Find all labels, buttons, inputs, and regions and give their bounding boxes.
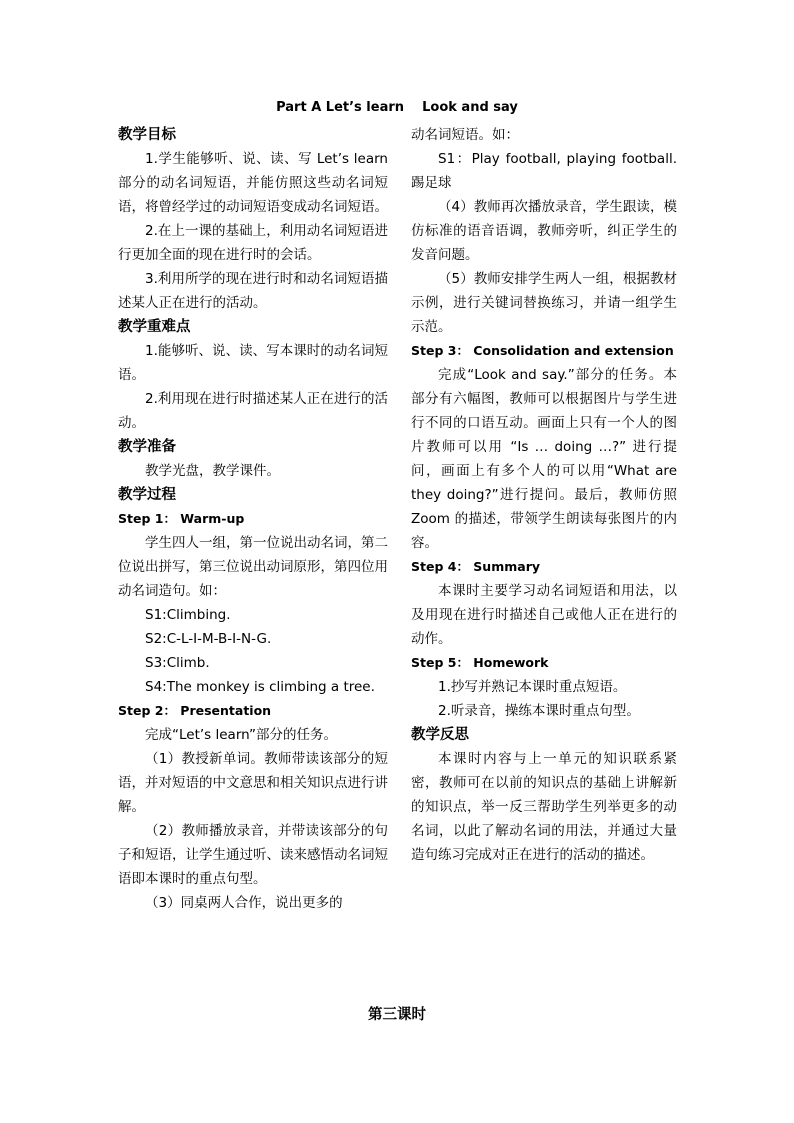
goal-2: 2.在上一课的基础上，利用动名词短语进行更加全面的现在进行时的会话。 bbox=[118, 223, 388, 263]
preparation-text: 教学光盘，教学课件。 bbox=[145, 463, 280, 479]
reflection-text: 本课时内容与上一单元的知识联系紧密，教师可在以前的知识点的基础上讲解新的知识点，举一反三帮助学生列举更多的动名词，以此了解动名词的用法，并通过大量造句练习完成对正在进行的活动的描述。 bbox=[411, 751, 677, 863]
step-4-text: 本课时主要学习动名词短语和用法，以及用现在进行时描述自己或他人正在进行的动作。 bbox=[411, 583, 677, 647]
goal-1: 1.学生能够听、说、读、写 Let’s learn 部分的动名词短语，并能仿照这些动名词短语，将曾经学过的动词短语变成动名词短语。 bbox=[118, 151, 388, 215]
presentation-item-2: （2）教师播放录音，并带读该部分的句子和短语，让学生通过听、读来感悟动名词短语即本课时的重点句型。 bbox=[118, 823, 388, 887]
step-1-heading: Step 1： Warm-up bbox=[118, 511, 245, 526]
step-5-heading: Step 5： Homework bbox=[411, 655, 549, 670]
dialogue-line-s2: S2:C-L-I-M-B-I-N-G. bbox=[145, 631, 272, 647]
dialogue-line-s3: S3:Climb. bbox=[145, 655, 210, 671]
goal-3: 3.利用所学的现在进行时和动名词短语描述某人正在进行的活动。 bbox=[118, 271, 388, 311]
presentation-item-5: （5）教师安排学生两人一组，根据教材示例，进行关键词替换练习，并请一组学生示范。 bbox=[411, 271, 677, 335]
presentation-item-3: （3）同桌两人合作，说出更多的 bbox=[145, 895, 343, 911]
presentation-item-3-continued: 动名词短语。如： bbox=[411, 127, 519, 143]
step-4-heading: Step 4： Summary bbox=[411, 559, 541, 574]
homework-1: 1.抄写并熟记本课时重点短语。 bbox=[438, 679, 627, 695]
presentation-item-4: （4）教师再次播放录音，学生跟读，模仿标准的语音语调，教师旁听，纠正学生的发音问题。 bbox=[411, 199, 677, 263]
homework-2: 2.听录音，操练本课时重点句型。 bbox=[438, 703, 640, 719]
step-3-heading: Step 3： Consolidation and extension bbox=[411, 343, 674, 358]
step-2-heading: Step 2： Presentation bbox=[118, 703, 272, 718]
step-1-text: 学生四人一组，第一位说出动名词，第二位说出拼写，第三位说出动词原形，第四位用动名词造句。如： bbox=[118, 535, 388, 599]
presentation-item-1: （1）教授新单词。教师带读该部分的短语，并对短语的中文意思和相关知识点进行讲解。 bbox=[118, 751, 388, 815]
page-title: Part A Let’s learn Look and say bbox=[276, 100, 518, 115]
step-2-text: 完成“Let’s learn”部分的任务。 bbox=[145, 727, 337, 743]
preparation-heading: 教学准备 bbox=[118, 439, 176, 455]
key-points-heading: 教学重难点 bbox=[118, 319, 191, 335]
right-column bbox=[411, 123, 677, 867]
example-sentence: S1：Play football, playing football. 踢足球 bbox=[411, 151, 677, 191]
process-heading: 教学过程 bbox=[118, 487, 176, 503]
goals-heading: 教学目标 bbox=[118, 127, 176, 143]
key-point-2: 2.利用现在进行时描述某人正在进行的活动。 bbox=[118, 391, 388, 431]
dialogue-line-s1: S1:Climbing. bbox=[145, 607, 231, 623]
key-point-1: 1.能够听、说、读、写本课时的动名词短语。 bbox=[118, 343, 388, 383]
left-column bbox=[118, 123, 388, 915]
reflection-heading: 教学反思 bbox=[411, 727, 469, 743]
step-3-text: 完成“Look and say.”部分的任务。本部分有六幅图，教师可以根据图片与学生进行不同的口语互动。画面上只有一个人的图片教师可以用 “Is … doing …?” 进行提问，画面上有多个人的可以用“What are they doing?”进行提问。最后，教师仿照 Zoom 的描述，带领学生朗读每张图片的内容。 bbox=[411, 367, 677, 551]
lesson-footer-title: 第三课时 bbox=[368, 1007, 426, 1023]
dialogue-line-s4: S4:The monkey is climbing a tree. bbox=[145, 679, 375, 695]
